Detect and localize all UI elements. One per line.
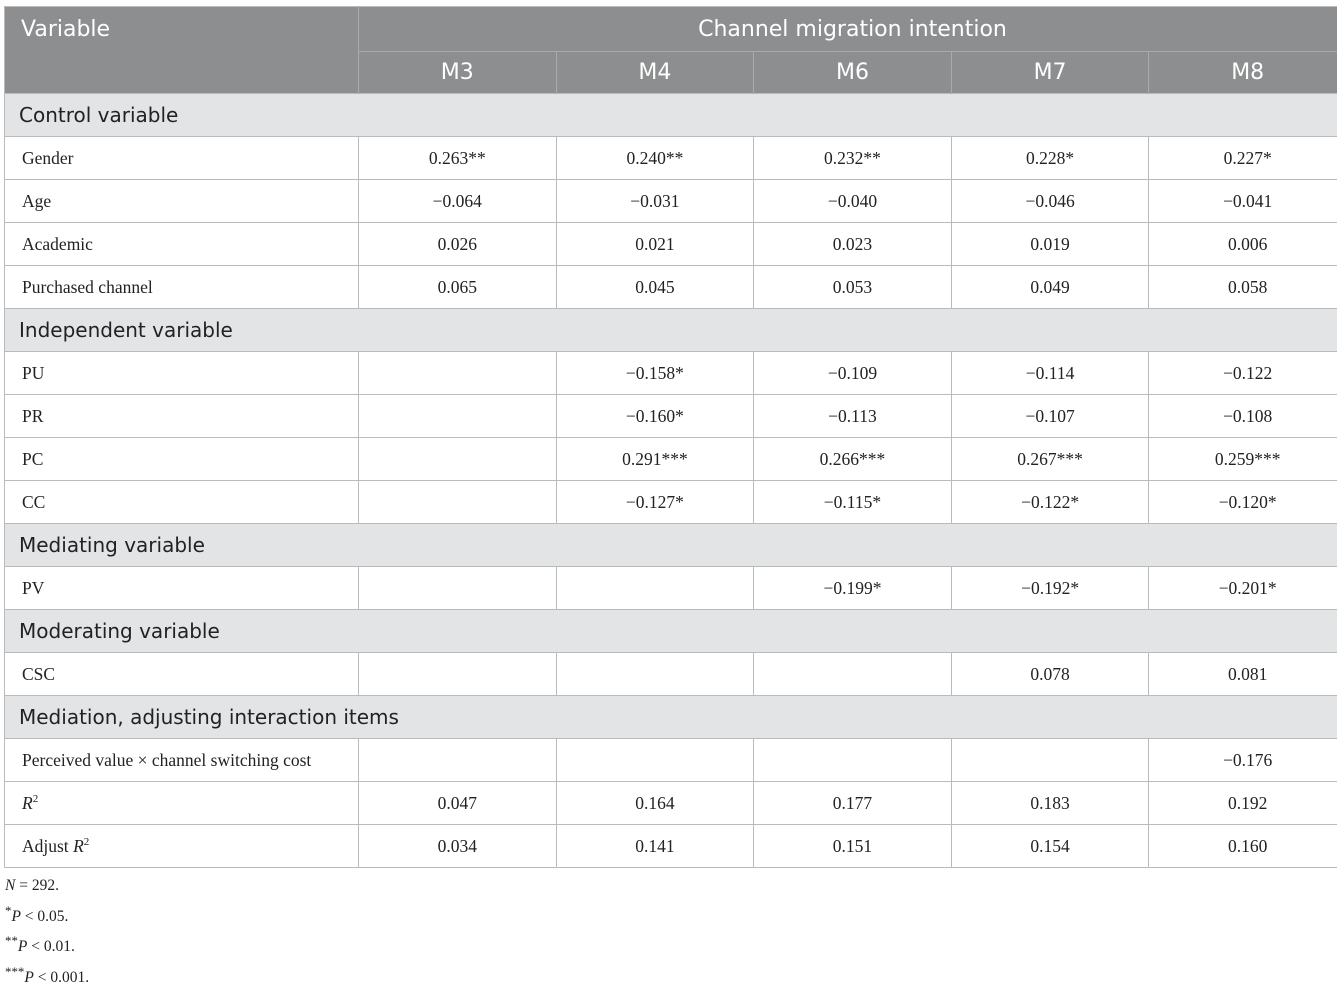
table-cell: 0.263** <box>359 137 557 180</box>
table-row <box>5 137 1337 180</box>
table-cell: 0.240** <box>556 137 754 180</box>
row-label-symbol: R <box>73 836 84 856</box>
table-cell: 0.021 <box>556 223 754 266</box>
note-p1-stars: * <box>5 903 11 918</box>
table-cell: 0.047 <box>359 782 557 825</box>
table-cell <box>754 739 952 782</box>
table-cell <box>359 653 557 696</box>
table-cell: −0.176 <box>1149 739 1337 782</box>
table-cell <box>951 739 1149 782</box>
table-body <box>5 94 1337 868</box>
table-row <box>5 567 1337 610</box>
table-cell: −0.114 <box>951 352 1149 395</box>
table-cell <box>359 567 557 610</box>
row-label-superscript: 2 <box>33 793 39 805</box>
note-p2 <box>5 929 89 960</box>
note-n <box>5 874 89 899</box>
table-row <box>5 825 1337 868</box>
table-cell: 0.183 <box>951 782 1149 825</box>
table-cell: −0.108 <box>1149 395 1337 438</box>
table-cell: −0.199* <box>754 567 952 610</box>
table-cell: 0.049 <box>951 266 1149 309</box>
row-label <box>5 352 359 395</box>
row-label <box>5 782 359 825</box>
table-row <box>5 223 1337 266</box>
note-p2-stars: ** <box>5 933 18 948</box>
note-p3 <box>5 960 89 990</box>
table-cell <box>359 739 557 782</box>
table-cell: 0.177 <box>754 782 952 825</box>
table-cell: −0.122* <box>951 481 1149 524</box>
row-label-text: Perceived value × channel switching cost <box>22 750 311 770</box>
table-cell: −0.031 <box>556 180 754 223</box>
table-cell: 0.045 <box>556 266 754 309</box>
table-cell: 0.006 <box>1149 223 1337 266</box>
row-label <box>5 395 359 438</box>
note-n-text: = 292. <box>15 877 59 894</box>
table-cell: 0.065 <box>359 266 557 309</box>
section-title: Moderating variable <box>5 610 1337 653</box>
table-cell: 0.078 <box>951 653 1149 696</box>
table-cell: 0.026 <box>359 223 557 266</box>
table-row <box>5 438 1337 481</box>
table-cell <box>556 739 754 782</box>
regression-table-container <box>4 6 1331 868</box>
table-cell: −0.115* <box>754 481 952 524</box>
table-cell: 0.192 <box>1149 782 1337 825</box>
row-label-text: CC <box>22 492 45 512</box>
row-label-text: CSC <box>22 664 55 684</box>
table-row <box>5 782 1337 825</box>
group-header: Channel migration intention <box>359 7 1337 52</box>
table-cell: −0.158* <box>556 352 754 395</box>
note-p1-text: < 0.05. <box>21 908 69 925</box>
row-label <box>5 180 359 223</box>
regression-table <box>4 6 1337 868</box>
note-p1 <box>5 899 89 930</box>
table-cell: −0.192* <box>951 567 1149 610</box>
row-label <box>5 438 359 481</box>
row-label-text: R <box>22 793 33 813</box>
row-label-text: Purchased channel <box>22 277 153 297</box>
table-cell: 0.141 <box>556 825 754 868</box>
table-row <box>5 395 1337 438</box>
row-label <box>5 567 359 610</box>
table-cell: −0.113 <box>754 395 952 438</box>
section-header-row <box>5 94 1337 137</box>
table-cell: −0.160* <box>556 395 754 438</box>
table-cell: −0.122 <box>1149 352 1337 395</box>
table-cell: −0.127* <box>556 481 754 524</box>
table-cell: 0.232** <box>754 137 952 180</box>
row-label <box>5 223 359 266</box>
table-cell: 0.023 <box>754 223 952 266</box>
table-cell: −0.040 <box>754 180 952 223</box>
section-title: Mediation, adjusting interaction items <box>5 696 1337 739</box>
row-label-text: Age <box>22 191 51 211</box>
table-cell: 0.034 <box>359 825 557 868</box>
model-header: M4 <box>556 52 754 94</box>
table-cell: 0.053 <box>754 266 952 309</box>
model-header: M6 <box>754 52 952 94</box>
table-cell: 0.228* <box>951 137 1149 180</box>
table-cell <box>556 567 754 610</box>
table-row <box>5 180 1337 223</box>
table-cell <box>556 653 754 696</box>
model-header: M8 <box>1149 52 1337 94</box>
table-cell: 0.259*** <box>1149 438 1337 481</box>
section-header-row <box>5 610 1337 653</box>
table-notes <box>5 874 89 990</box>
table-cell: 0.154 <box>951 825 1149 868</box>
note-p2-text: < 0.01. <box>27 938 75 955</box>
table-cell <box>359 438 557 481</box>
table-row <box>5 352 1337 395</box>
section-header-row <box>5 696 1337 739</box>
section-header-row <box>5 309 1337 352</box>
table-cell: 0.081 <box>1149 653 1337 696</box>
table-cell: 0.058 <box>1149 266 1337 309</box>
note-p3-symbol: P <box>24 969 33 986</box>
table-cell <box>754 653 952 696</box>
note-p3-text: < 0.001. <box>34 969 89 986</box>
section-title: Mediating variable <box>5 524 1337 567</box>
table-cell <box>359 395 557 438</box>
row-label-text: PC <box>22 449 43 469</box>
table-cell <box>359 481 557 524</box>
row-label-text: PU <box>22 363 44 383</box>
table-cell <box>359 352 557 395</box>
table-cell: −0.107 <box>951 395 1149 438</box>
row-label <box>5 137 359 180</box>
table-cell: −0.120* <box>1149 481 1337 524</box>
table-cell: −0.201* <box>1149 567 1337 610</box>
table-cell: −0.046 <box>951 180 1149 223</box>
row-label <box>5 481 359 524</box>
table-cell: −0.109 <box>754 352 952 395</box>
row-label-text: PR <box>22 406 43 426</box>
row-label-superscript: 2 <box>84 836 90 848</box>
model-header: M3 <box>359 52 557 94</box>
row-label <box>5 653 359 696</box>
row-label-text: PV <box>22 578 44 598</box>
note-p3-stars: *** <box>5 964 24 979</box>
section-header-row <box>5 524 1337 567</box>
table-cell: 0.164 <box>556 782 754 825</box>
header-row-1 <box>5 7 1337 52</box>
table-cell: −0.041 <box>1149 180 1337 223</box>
note-p1-symbol: P <box>11 908 20 925</box>
row-label <box>5 266 359 309</box>
table-row <box>5 739 1337 782</box>
row-label <box>5 739 359 782</box>
table-cell: 0.019 <box>951 223 1149 266</box>
note-p2-symbol: P <box>18 938 27 955</box>
table-cell: 0.227* <box>1149 137 1337 180</box>
row-label-text: Gender <box>22 148 74 168</box>
table-cell: −0.064 <box>359 180 557 223</box>
table-row <box>5 653 1337 696</box>
table-cell: 0.267*** <box>951 438 1149 481</box>
table-row <box>5 266 1337 309</box>
note-n-symbol: N <box>5 877 15 894</box>
variable-header: Variable <box>5 7 359 94</box>
table-cell: 0.160 <box>1149 825 1337 868</box>
model-header: M7 <box>951 52 1149 94</box>
row-label <box>5 825 359 868</box>
section-title: Control variable <box>5 94 1337 137</box>
table-row <box>5 481 1337 524</box>
table-cell: 0.291*** <box>556 438 754 481</box>
row-label-text: Adjust <box>22 836 73 856</box>
table-cell: 0.266*** <box>754 438 952 481</box>
section-title: Independent variable <box>5 309 1337 352</box>
table-cell: 0.151 <box>754 825 952 868</box>
row-label-text: Academic <box>22 234 93 254</box>
